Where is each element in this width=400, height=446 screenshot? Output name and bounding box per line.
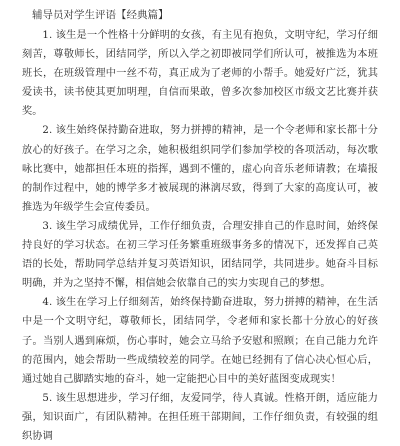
paragraph-1: 1. 该生是一个性格十分鲜明的女孩，有主见有抱负，文明守纪，学习仔细刻苦，尊敬师长，团结同学，所以入学之初即被同学们所认可，被推选为本班班长，在班级管理中一丝不苟，真正成为了老师的小帮手。她爱好广泛，犹其爱读书，读书使其更加明理，自信而果敢，曾多次参加校区市级文艺比赛并获奖。 (22, 30, 378, 118)
paragraph-4: 4. 该生在学习上仔细刻苦，始终保持勤奋进取，努力拼搏的精神，在生活中是一个文明守纪，尊敬师长，团结同学，令老师和家长都十分放心的好孩子。当别人遇到麻烦，伤心事时，她会立马给予安慰和照顾；在自己能力允许的范围内，她会帮助一些成绩较差的同学。在她已经拥有了信心决心恒心后，通过她自己脚踏实地的奋斗，她一定能把心目中的美好蓝图变成现实！ (22, 297, 378, 385)
paragraph-2: 2. 该生始终保持勤奋进取，努力拼搏的精神，是一个令老师和家长都十分放心的好孩子。在学习之余，她积极组织同学们参加学校的各项活动，每次歌咏比赛中，她都担任本班的指挥，遇到不懂的，虚心向音乐老师请教；在墙报的制作过程中，她的博学多才被展现的淋漓尽致，得到了大家的高度认可，被推选为年级学生会宣传委员。 (22, 125, 378, 213)
paragraph-3: 3. 该生学习成绩优异，工作仔细负责，合理安排自己的作息时间，始终保持良好的学习状态。在初三学习任务繁重班级事务多的情况下，还发挥自己英语的长处，帮助同学总结并复习英语知识，团结同学，共同进步。她奋斗目标明确，并为之坚持不懈，相信她会依靠自己的实力实现自己的梦想。 (22, 220, 378, 290)
document-title: 辅导员对学生评语【经典篇】 (32, 9, 169, 21)
paragraph-5: 5. 该生思想进步，学习仔细，友爱同学，待人真诚。性格开朗，适应能力强，知识面广，有团队精神。在担任班干部期间，工作仔细负责，有较强的组织协调 (22, 392, 378, 442)
